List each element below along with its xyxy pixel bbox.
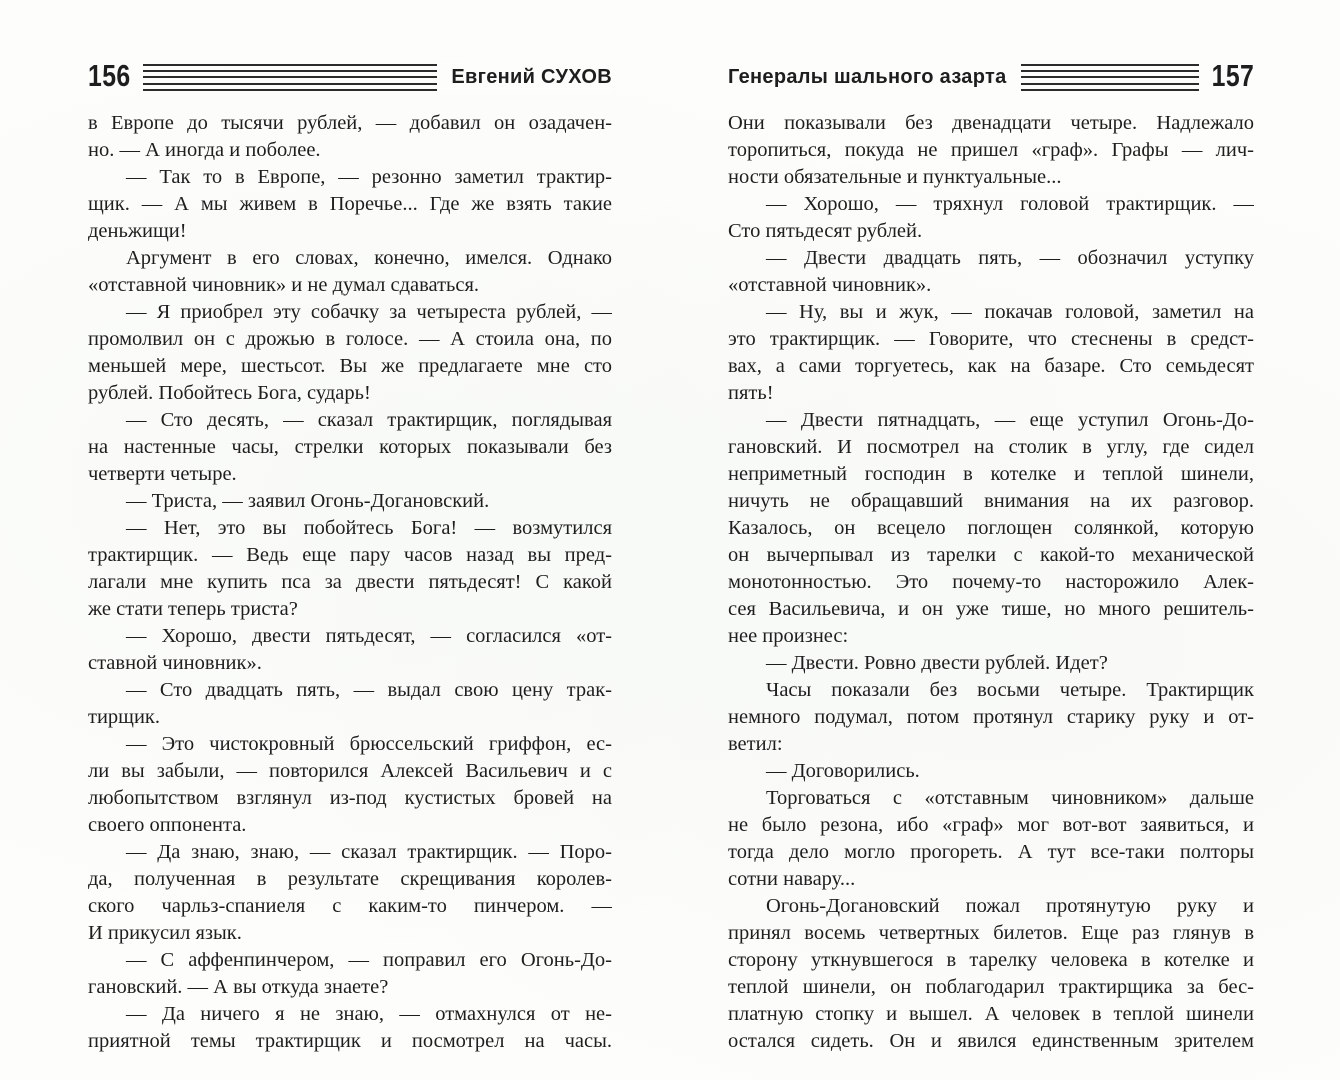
text-line: но. — А иногда и поболее. xyxy=(88,139,321,161)
text-line: — Двести двадцать пять, — обозначил уступку xyxy=(766,247,1254,269)
text-line: — Так то в Европе, — резонно заметил трактир- xyxy=(126,166,612,188)
text-line: не было резона, ибо «граф» мог вот-вот заявиться, и xyxy=(728,814,1254,836)
text-line: ли вы забыли, — повторился Алексей Васильевич и с xyxy=(88,760,612,782)
paragraph xyxy=(728,110,1254,191)
running-header-left xyxy=(88,60,612,94)
text-line: нее произнес: xyxy=(728,625,849,647)
text-line: пять! xyxy=(728,382,774,404)
text-line: — Хорошо, двести пятьдесят, — согласился «от- xyxy=(126,625,612,647)
paragraph xyxy=(728,191,1254,245)
text-line: «отставной чиновник» и не думал сдаваться. xyxy=(88,274,480,296)
text-line: ского чарльз-спаниеля с каким-то пинчером. — xyxy=(88,895,612,917)
text-line: четверти четыре. xyxy=(88,463,237,485)
text-line: теплой шинели, он поблагодарил трактирщика за бес- xyxy=(728,976,1254,998)
paragraph xyxy=(88,164,612,245)
text-line: Торговаться с «отставным чиновником» дальше xyxy=(766,787,1254,809)
text-line: ничуть не обращавший внимания на их разговор. xyxy=(728,490,1254,512)
text-line: остался сидеть. Он и явился единственным зрителем xyxy=(728,1030,1254,1052)
paragraph xyxy=(728,299,1254,407)
paragraph xyxy=(728,893,1254,1055)
paragraph xyxy=(728,650,1254,677)
text-line: деньжищи! xyxy=(88,220,187,242)
text-line: меньшей мере, шестьсот. Вы же предлагаете мне сто xyxy=(88,355,612,377)
text-line: рублей. Побойтесь Бога, сударь! xyxy=(88,382,371,404)
paragraph xyxy=(728,677,1254,758)
paragraph xyxy=(728,785,1254,893)
paragraph xyxy=(88,677,612,731)
page-body-right xyxy=(728,110,1254,1055)
paragraph xyxy=(88,947,612,1001)
text-line: «отставной чиновник». xyxy=(728,274,932,296)
text-line: — Да ничего я не знаю, — отмахнулся от не- xyxy=(126,1003,612,1025)
running-header-title: Генералы шального азарта xyxy=(728,60,1021,94)
text-line: — Двести пятнадцать, — еще уступил Огонь-До- xyxy=(766,409,1254,431)
text-line: Сто пятьдесят рублей. xyxy=(728,220,923,242)
text-line: на настенные часы, стрелки которых показывали без xyxy=(88,436,612,458)
text-line: — Триста, — заявил Огонь-Догановский. xyxy=(126,490,490,512)
paragraph xyxy=(88,299,612,407)
text-line: ветил: xyxy=(728,733,783,755)
text-line: монотонностью. Это почему-то насторожило Алек- xyxy=(728,571,1254,593)
text-line: сотни навару... xyxy=(728,868,856,890)
text-line: же стати теперь триста? xyxy=(88,598,298,620)
text-line: приятной темы трактирщик и посмотрел на часы. xyxy=(88,1030,612,1052)
text-line: Они показывали без двенадцати четыре. Надлежало xyxy=(728,112,1254,134)
text-line: промолвил он с дрожью в голосе. — А стоила она, по xyxy=(88,328,612,350)
text-line: — Да знаю, знаю, — сказал трактирщик. — Поро- xyxy=(126,841,612,863)
text-line: И прикусил язык. xyxy=(88,922,242,944)
text-line: — Ну, вы и жук, — покачав головой, заметил на xyxy=(766,301,1254,323)
text-line: вах, а сами торгуетесь, как на базаре. Сто семьдесят xyxy=(728,355,1254,377)
text-line: немного подумал, потом протянул старику руку и от- xyxy=(728,706,1254,728)
paragraph xyxy=(88,488,612,515)
text-line: в Европе до тысячи рублей, — добавил он озадачен- xyxy=(88,112,612,134)
text-line: — Двести. Ровно двести рублей. Идет? xyxy=(766,652,1108,674)
paragraph xyxy=(88,839,612,947)
text-line: принял восемь четвертных билетов. Еще раз глянув в xyxy=(728,922,1254,944)
text-line: торопиться, покуда не пришел «граф». Графы — лич- xyxy=(728,139,1254,161)
paragraph xyxy=(728,245,1254,299)
paragraph xyxy=(88,110,612,164)
text-line: трактирщик. — Ведь еще пару часов назад вы пред- xyxy=(88,544,612,566)
page-right xyxy=(728,60,1254,1055)
text-line: Огонь-Догановский пожал протянутую руку и xyxy=(766,895,1254,917)
text-line: это трактирщик. — Говорите, что стеснены в средст- xyxy=(728,328,1254,350)
text-line: — Я приобрел эту собачку за четыреста рублей, — xyxy=(126,301,612,323)
text-line: ставной чиновник». xyxy=(88,652,262,674)
text-line: неприметный господин в котелке и теплой шинели, xyxy=(728,463,1254,485)
text-line: тогда дело могло прогореть. А тут все-таки полторы xyxy=(728,841,1254,863)
text-line: щик. — А мы живем в Поречье... Где же взять такие xyxy=(88,193,612,215)
paragraph xyxy=(728,407,1254,650)
text-line: сея Васильевича, и он уже тише, но много решитель- xyxy=(728,598,1254,620)
page-number-left: 156 xyxy=(88,58,131,93)
text-line: Аргумент в его словах, конечно, имелся. Однако xyxy=(126,247,612,269)
text-line: Казалось, он всецело поглощен солянкой, которую xyxy=(728,517,1254,539)
text-line: Часы показали без восьми четыре. Трактирщик xyxy=(766,679,1254,701)
paragraph xyxy=(88,731,612,839)
text-line: платную стопку и вышел. А человек в теплой шинели xyxy=(728,1003,1254,1025)
text-line: да, полученная в результате скрещивания королев- xyxy=(88,868,612,890)
running-header-author: Евгений СУХОВ xyxy=(437,60,612,94)
header-rules-right xyxy=(728,60,1199,94)
paragraph xyxy=(88,407,612,488)
running-header-right xyxy=(728,60,1254,94)
text-line: тирщик. xyxy=(88,706,161,728)
text-line: ности обязательные и пунктуальные... xyxy=(728,166,1062,188)
text-line: гановский. — А вы откуда знаете? xyxy=(88,976,389,998)
paragraph xyxy=(728,758,1254,785)
text-line: гановский. И посмотрел на столик в углу, где сидел xyxy=(728,436,1254,458)
text-line: — Сто двадцать пять, — выдал свою цену трак- xyxy=(126,679,612,701)
text-line: — Сто десять, — сказал трактирщик, поглядывая xyxy=(126,409,612,431)
text-line: — Это чистокровный брюссельский гриффон, ес- xyxy=(126,733,612,755)
text-line: лагали мне купить пса за двести пятьдесят! С какой xyxy=(88,571,612,593)
header-rules-left xyxy=(143,60,612,94)
page-body-left xyxy=(88,110,612,1055)
text-line: он вычерпывал из тарелки с какой-то механической xyxy=(728,544,1254,566)
text-line: — Договорились. xyxy=(766,760,920,782)
paragraph xyxy=(88,1001,612,1055)
paragraph xyxy=(88,515,612,623)
paragraph xyxy=(88,245,612,299)
text-line: своего оппонента. xyxy=(88,814,247,836)
text-line: сторону уткнувшегося в тарелку человека в котелке и xyxy=(728,949,1254,971)
paragraph xyxy=(88,623,612,677)
text-line: любопытством взглянул из-под кустистых бровей на xyxy=(88,787,612,809)
text-line: — С аффенпинчером, — поправил его Огонь-До- xyxy=(126,949,612,971)
text-line: — Хорошо, — тряхнул головой трактирщик. — xyxy=(766,193,1254,215)
page-left xyxy=(88,60,612,1055)
text-line: — Нет, это вы побойтесь Бога! — возмутился xyxy=(126,517,612,539)
page-number-right: 157 xyxy=(1211,58,1254,93)
